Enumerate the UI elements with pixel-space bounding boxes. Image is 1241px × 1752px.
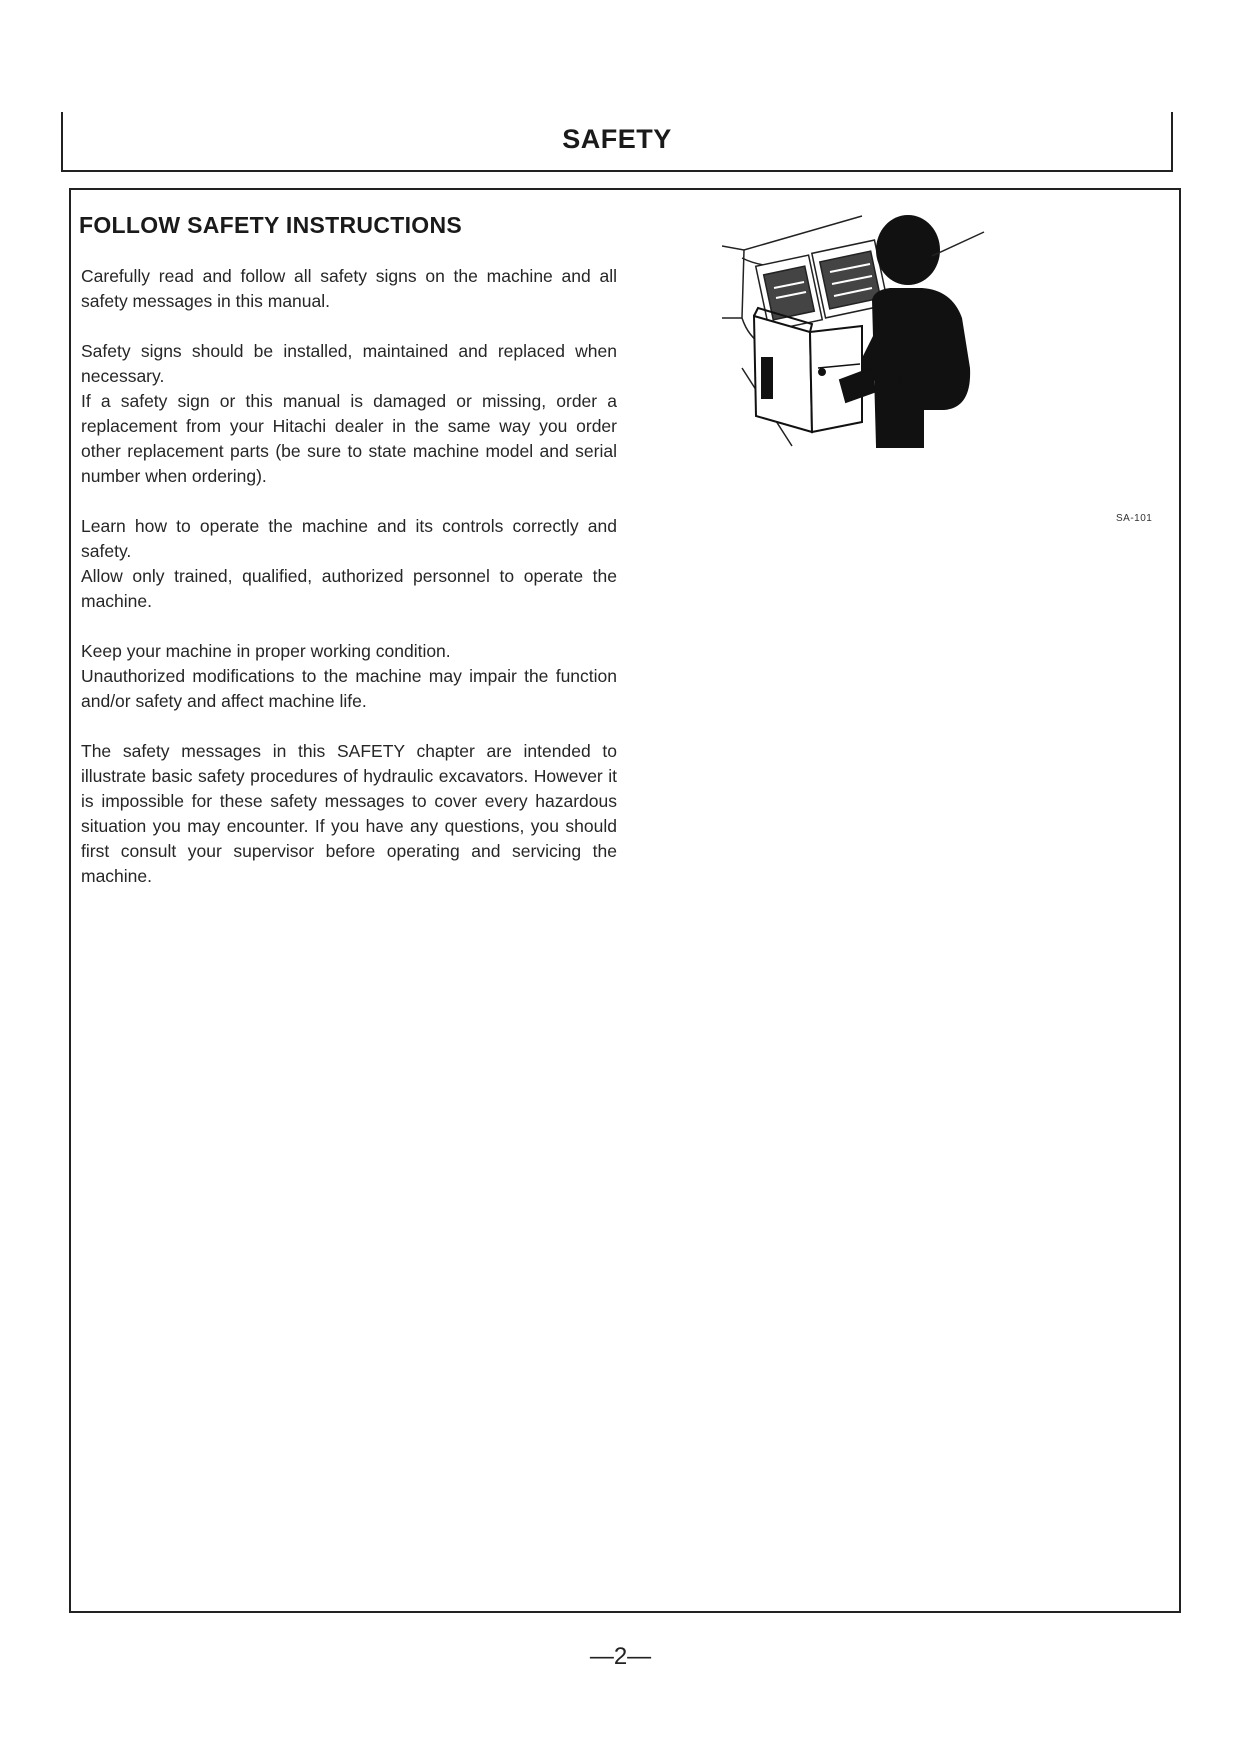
figure-code: SA-101 (1116, 513, 1153, 524)
operator-reading-manual-illustration (722, 208, 1122, 508)
paragraph-safety-signs (81, 339, 617, 489)
paragraph-operate (81, 514, 617, 614)
safety-stickers (756, 240, 888, 331)
text-line: Keep your machine in proper working condition. (81, 641, 451, 661)
open-manual (754, 308, 874, 432)
page-number: —2— (589, 1643, 652, 1670)
text-line: Allow only trained, qualified, authorized personnel to operate the machine. (81, 566, 617, 611)
text-line: The safety messages in this SAFETY chapter are intended to illustrate basic safety procedures of hydraulic excavators. However it is impossible for these safety messages to cover every hazardous situation you may encounter. If you have any questions, you should first consult your supervisor before operating and servicing the machine. (81, 741, 617, 886)
text-line: Safety signs should be installed, maintained and replaced when necessary. (81, 341, 617, 386)
text-line: If a safety sign or this manual is damaged or missing, order a replacement from your Hitachi dealer in the same way you order other replacement parts (be sure to state machine model and serial number when ordering). (81, 391, 617, 486)
section-title: FOLLOW SAFETY INSTRUCTIONS (79, 212, 463, 238)
text-line: Unauthorized modifications to the machine may impair the function and/or safety and affect machine life. (81, 666, 617, 711)
paragraph-condition (81, 639, 617, 714)
section-body (81, 264, 617, 914)
paragraph-read-signs (81, 264, 617, 314)
paragraph-scope (81, 739, 617, 889)
text-line: Carefully read and follow all safety signs on the machine and all safety messages in this manual. (81, 266, 617, 311)
page-title: SAFETY (562, 124, 672, 154)
page-header (61, 112, 1173, 172)
text-line: Learn how to operate the machine and its controls correctly and safety. (81, 516, 617, 561)
